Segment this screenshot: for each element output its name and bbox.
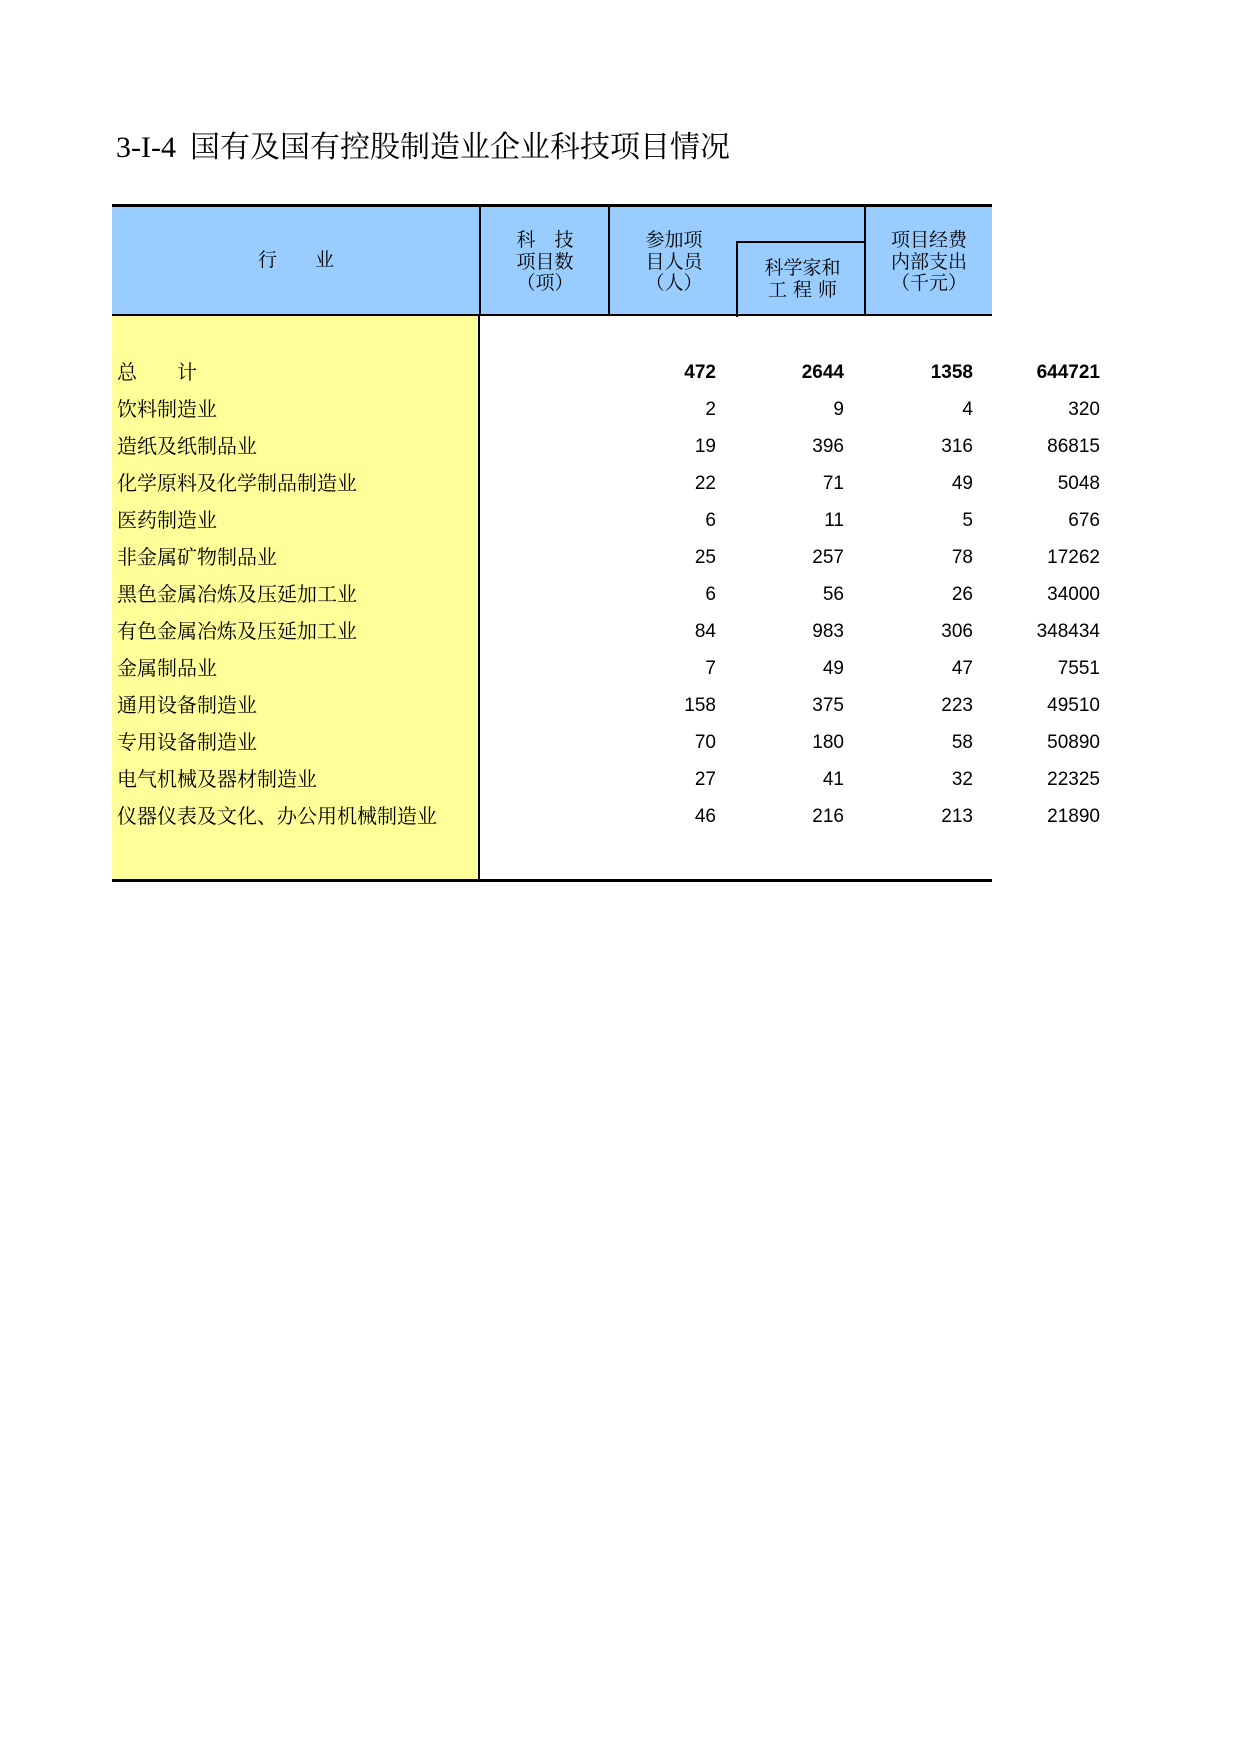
cell-expenditure: 86815 bbox=[1047, 436, 1100, 457]
cell-expenditure: 320 bbox=[1068, 399, 1100, 420]
header-industry bbox=[112, 204, 480, 316]
cell-expenditure: 21890 bbox=[1047, 806, 1100, 827]
table-row bbox=[112, 724, 1100, 761]
table-code: 3-I-4 bbox=[116, 131, 176, 164]
table-row bbox=[112, 650, 1100, 687]
row-name: 通用设备制造业 bbox=[117, 693, 257, 717]
table-bottom-rule bbox=[112, 879, 992, 882]
cell-personnel: 9 bbox=[833, 399, 844, 420]
header-expenditure-line1: 项目经费 bbox=[890, 229, 967, 251]
page-title bbox=[116, 122, 730, 166]
cell-expenditure: 644721 bbox=[1036, 362, 1100, 383]
cell-personnel: 216 bbox=[812, 806, 844, 827]
cell-scientists: 47 bbox=[951, 658, 973, 679]
table-row bbox=[112, 391, 1100, 428]
cell-projects: 27 bbox=[694, 769, 716, 790]
row-name: 非金属矿物制品业 bbox=[117, 545, 277, 569]
cell-personnel: 2644 bbox=[801, 362, 844, 383]
header-projects-line1: 科 技 bbox=[516, 229, 574, 251]
header-personnel bbox=[608, 204, 865, 316]
cell-scientists: 306 bbox=[941, 621, 973, 642]
cell-expenditure: 676 bbox=[1068, 510, 1100, 531]
row-name: 总 计 bbox=[117, 360, 197, 384]
cell-personnel: 396 bbox=[812, 436, 844, 457]
table-row-total bbox=[112, 354, 1100, 391]
header-expenditure-line2: 内部支出 bbox=[890, 251, 967, 273]
cell-personnel: 983 bbox=[812, 621, 844, 642]
cell-expenditure: 348434 bbox=[1036, 621, 1100, 642]
cell-scientists: 4 bbox=[962, 399, 973, 420]
cell-projects: 6 bbox=[705, 584, 716, 605]
cell-personnel: 56 bbox=[822, 584, 844, 605]
header-projects-line3: （项） bbox=[516, 272, 574, 294]
header-expenditure-line3: （千元） bbox=[890, 272, 967, 294]
table-row bbox=[112, 428, 1100, 465]
cell-scientists: 78 bbox=[951, 547, 973, 568]
cell-projects: 6 bbox=[705, 510, 716, 531]
row-name: 仪器仪表及文化、办公用机械制造业 bbox=[117, 804, 437, 828]
row-name: 电气机械及器材制造业 bbox=[117, 767, 317, 791]
cell-personnel: 375 bbox=[812, 695, 844, 716]
row-name: 医药制造业 bbox=[117, 508, 217, 532]
row-name: 化学原料及化学制品制造业 bbox=[117, 471, 357, 495]
header-personnel-line2: 目人员 bbox=[645, 251, 703, 273]
cell-expenditure: 7551 bbox=[1057, 658, 1100, 679]
row-name: 造纸及纸制品业 bbox=[117, 434, 257, 458]
table-row bbox=[112, 502, 1100, 539]
cell-personnel: 180 bbox=[812, 732, 844, 753]
cell-projects: 84 bbox=[694, 621, 716, 642]
header-expenditure bbox=[864, 204, 992, 316]
cell-scientists: 316 bbox=[941, 436, 973, 457]
cell-projects: 46 bbox=[694, 806, 716, 827]
cell-scientists: 49 bbox=[951, 473, 973, 494]
header-scientists-line2: 工 程 师 bbox=[767, 279, 838, 301]
cell-scientists: 223 bbox=[941, 695, 973, 716]
cell-expenditure: 49510 bbox=[1047, 695, 1100, 716]
cell-scientists: 5 bbox=[962, 510, 973, 531]
cell-scientists: 1358 bbox=[930, 362, 973, 383]
table-row bbox=[112, 576, 1100, 613]
table-title: 国有及国有控股制造业企业科技项目情况 bbox=[189, 131, 730, 164]
header-personnel-line3: （人） bbox=[645, 272, 703, 294]
cell-expenditure: 22325 bbox=[1047, 769, 1100, 790]
table-row bbox=[112, 798, 1100, 835]
cell-scientists: 213 bbox=[941, 806, 973, 827]
row-name: 黑色金属冶炼及压延加工业 bbox=[117, 582, 357, 606]
cell-projects: 25 bbox=[694, 547, 716, 568]
cell-projects: 70 bbox=[694, 732, 716, 753]
cell-expenditure: 50890 bbox=[1047, 732, 1100, 753]
cell-expenditure: 17262 bbox=[1047, 547, 1100, 568]
header-scientists bbox=[736, 241, 867, 317]
cell-projects: 2 bbox=[705, 399, 716, 420]
row-name: 有色金属冶炼及压延加工业 bbox=[117, 619, 357, 643]
cell-scientists: 58 bbox=[951, 732, 973, 753]
cell-expenditure: 5048 bbox=[1057, 473, 1100, 494]
cell-personnel: 11 bbox=[824, 510, 844, 531]
cell-scientists: 26 bbox=[951, 584, 973, 605]
cell-personnel: 71 bbox=[822, 473, 844, 494]
cell-projects: 472 bbox=[684, 362, 716, 383]
table-row bbox=[112, 465, 1100, 502]
header-projects-line2: 项目数 bbox=[516, 251, 574, 273]
cell-projects: 7 bbox=[705, 658, 716, 679]
row-name: 专用设备制造业 bbox=[117, 730, 257, 754]
table-row bbox=[112, 613, 1100, 650]
cell-projects: 158 bbox=[684, 695, 716, 716]
header-scientists-line1: 科学家和 bbox=[764, 257, 841, 279]
cell-expenditure: 34000 bbox=[1047, 584, 1100, 605]
header-personnel-line1: 参加项 bbox=[645, 229, 703, 251]
cell-personnel: 257 bbox=[812, 547, 844, 568]
cell-projects: 19 bbox=[694, 436, 716, 457]
header-industry-label: 行 业 bbox=[257, 249, 334, 271]
table-row bbox=[112, 539, 1100, 576]
table-row bbox=[112, 687, 1100, 724]
row-name: 饮料制造业 bbox=[117, 397, 217, 421]
cell-scientists: 32 bbox=[951, 769, 973, 790]
row-name: 金属制品业 bbox=[117, 656, 217, 680]
header-projects bbox=[479, 204, 609, 316]
cell-personnel: 49 bbox=[822, 658, 844, 679]
cell-personnel: 41 bbox=[822, 769, 844, 790]
table-row bbox=[112, 761, 1100, 798]
cell-projects: 22 bbox=[694, 473, 716, 494]
